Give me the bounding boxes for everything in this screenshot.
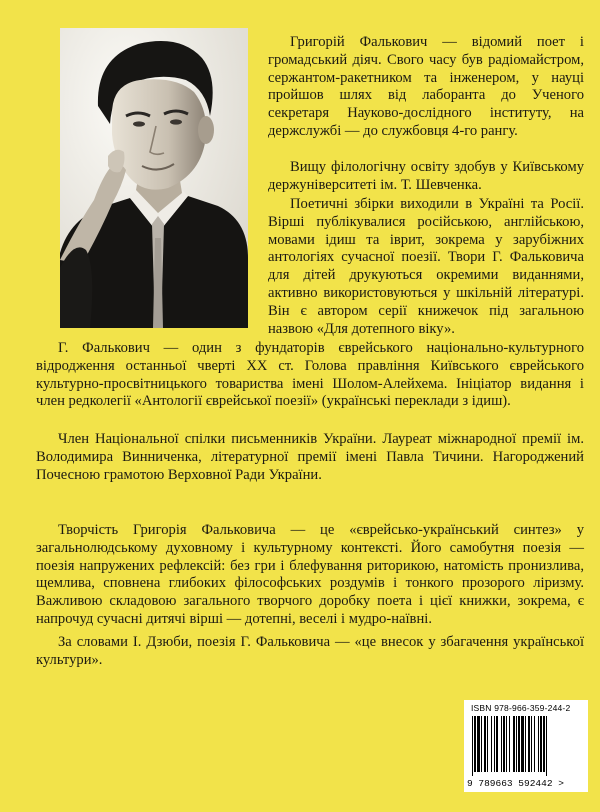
bio-paragraph-1: Григорій Фалькович — відомий поет і громадський діяч. Свого часу був радіомайстром, сержантом-ракетником та інженером, у науці пройшов шлях від лаборанта до Ученого секретаря Науково-дослідного інституту, на держслужбі — до службовця 4-го рангу. — [268, 34, 584, 139]
barcode-bar — [538, 716, 539, 772]
barcode-bar — [487, 716, 488, 772]
bio-paragraph-3: Поетичні збірки виходили в Україні та Росії. Вірші публікувалися російською, англійською, мовами ідиш та іврит, зокрема у зарубіжних антологіях сучасної поезії. Твори Г. Фальковича для дітей друкуються окремими виданнями, активно використовуються у шкільній літературі. Він є автором серії книжечок під загальною назвою «Для дотепного віку». — [268, 196, 584, 337]
author-portrait-graphic — [60, 28, 248, 328]
bio-paragraph-5: Член Національної спілки письменників України. Лауреат міжнародної премії ім. Володимира Винниченка, літературної премії імені Павла Тичини. Нагороджений Почесною грамотою Верховної Ради України. — [36, 431, 584, 483]
barcode-bar — [534, 716, 535, 772]
barcode-bar — [496, 716, 498, 772]
barcode-bar — [503, 716, 505, 772]
barcode-bar — [516, 716, 517, 772]
barcode-digits: 9 789663 592442 > — [467, 778, 564, 789]
barcode-bar — [484, 716, 486, 772]
barcode-bar — [477, 716, 480, 772]
barcode-bar — [494, 716, 495, 772]
barcode-bar — [506, 716, 507, 772]
barcode-bars — [470, 716, 582, 776]
barcode-bar — [513, 716, 515, 772]
barcode-bar — [521, 716, 524, 772]
barcode-bar — [491, 716, 492, 772]
barcode-bar — [481, 716, 482, 772]
critique-paragraph-1: Творчість Григорія Фальковича — це «єврейсько-український синтез» у загальнолюдському духовному і культурному контексті. Його самобутня поезія — поезія напружених рефлексій: без гри і блефування риторикою, натомість пронизлива, щемлива, сповнена глибоких філософських роздумів і тонкого прозорого ліризму. Важливою складовою загального творчого доробку поета і цієї книжки, зокрема, є напрочуд сучасні дитячі вірші — дотепні, веселі і мудро-наївні. — [36, 522, 584, 627]
barcode-bar — [501, 716, 502, 772]
barcode-bar — [531, 716, 532, 772]
bio-paragraph-4: Г. Фалькович — один з фундаторів єврейського національно-культурного відродження останньої чверті XX ст. Голова правління Київського єврейського культурно-просвітницького товариства імені Шолом-Алейхема. Ініціатор видання і член редколегії «Антології єврейської поезії» (українські переклади з ідиш). — [36, 340, 584, 410]
critique-paragraph-2: За словами І. Дзюби, поезія Г. Фальковича — «це внесок у збагачення української культури». — [36, 634, 584, 668]
barcode-bar — [528, 716, 530, 772]
barcode-bar — [543, 716, 545, 772]
barcode-bar — [518, 716, 520, 772]
isbn-label: ISBN 978-966-359-244-2 — [471, 703, 571, 713]
author-photo — [60, 28, 248, 328]
barcode-bar — [540, 716, 542, 772]
barcode-bar — [546, 716, 547, 776]
barcode-bar — [474, 716, 476, 772]
barcode-bar — [525, 716, 526, 772]
barcode — [464, 700, 588, 792]
barcode-bar — [509, 716, 510, 772]
barcode-bar — [472, 716, 473, 776]
bio-paragraph-2: Вищу філологічну освіту здобув у Київському держуніверситеті ім. Т. Шевченка. — [268, 159, 584, 193]
